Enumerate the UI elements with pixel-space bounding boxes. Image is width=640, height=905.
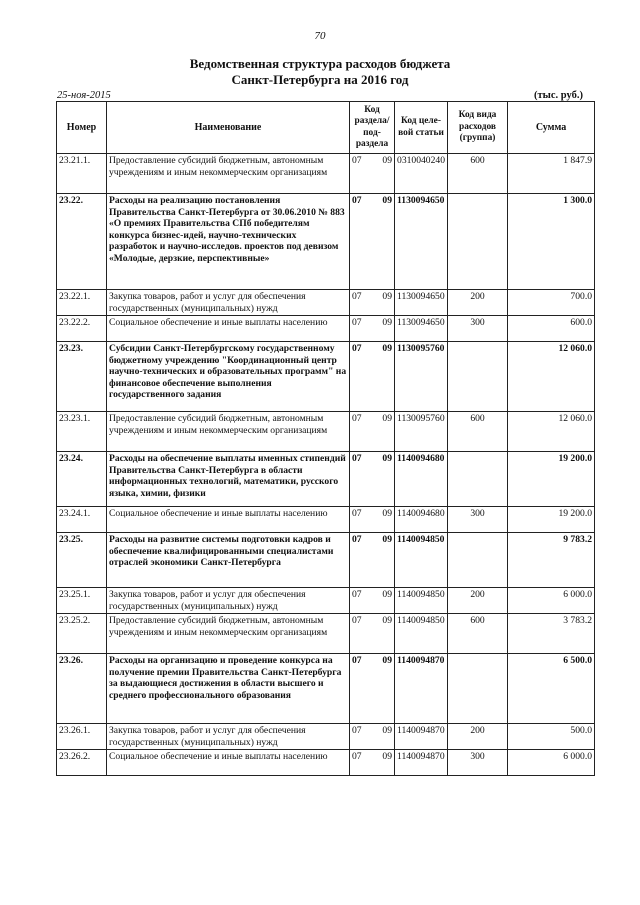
row-expense-type: 300 <box>448 507 508 533</box>
row-sum: 12 060.0 <box>508 342 595 412</box>
row-expense-type: 300 <box>448 750 508 776</box>
row-expense-type: 300 <box>448 316 508 342</box>
row-subsection: 09 <box>372 507 395 533</box>
row-target: 1140094850 <box>395 588 448 614</box>
row-target: 1140094870 <box>395 750 448 776</box>
row-name: Субсидии Санкт-Петербургскому государственному бюджетному учреждению "Координационный центр научно-технических и образовательных программ" на финансовое обеспечение выполнения государственного задания <box>107 342 350 412</box>
row-sum: 6 000.0 <box>508 750 595 776</box>
row-sum: 1 847.9 <box>508 154 595 194</box>
header-number: Номер <box>57 102 107 154</box>
row-section: 07 <box>350 316 372 342</box>
row-subsection: 09 <box>372 452 395 507</box>
row-target: 1130094650 <box>395 194 448 290</box>
row-subsection: 09 <box>372 533 395 588</box>
row-name: Предоставление субсидий бюджетным, автономным учреждениям и иным некоммерческим организациям <box>107 614 350 654</box>
row-sum: 1 300.0 <box>508 194 595 290</box>
row-name: Социальное обеспечение и иные выплаты населению <box>107 316 350 342</box>
row-section: 07 <box>350 154 372 194</box>
row-number: 23.23.1. <box>57 412 107 452</box>
row-name: Предоставление субсидий бюджетным, автономным учреждениям и иным некоммерческим организациям <box>107 154 350 194</box>
table-row <box>57 614 595 654</box>
row-section: 07 <box>350 654 372 724</box>
row-target: 1140094850 <box>395 533 448 588</box>
row-section: 07 <box>350 533 372 588</box>
header-section: Код раздела/ под- раздела <box>350 102 395 154</box>
row-target: 1140094870 <box>395 654 448 724</box>
row-sum: 3 783.2 <box>508 614 595 654</box>
row-number: 23.26.1. <box>57 724 107 750</box>
row-number: 23.22.2. <box>57 316 107 342</box>
header-type: Код вида расходов (группа) <box>448 102 508 154</box>
row-target: 1140094680 <box>395 507 448 533</box>
row-name: Закупка товаров, работ и услуг для обеспечения государственных (муниципальных) нужд <box>107 290 350 316</box>
row-number: 23.26. <box>57 654 107 724</box>
row-expense-type: 600 <box>448 154 508 194</box>
table-row <box>57 724 595 750</box>
row-subsection: 09 <box>372 654 395 724</box>
row-sum: 19 200.0 <box>508 452 595 507</box>
row-number: 23.25.2. <box>57 614 107 654</box>
row-subsection: 09 <box>372 750 395 776</box>
row-section: 07 <box>350 412 372 452</box>
header-target: Код целе- вой статьи <box>395 102 448 154</box>
row-expense-type: 600 <box>448 412 508 452</box>
table-header-row <box>57 102 595 154</box>
row-name: Социальное обеспечение и иные выплаты населению <box>107 507 350 533</box>
row-subsection: 09 <box>372 342 395 412</box>
table-row <box>57 533 595 588</box>
row-expense-type <box>448 654 508 724</box>
row-number: 23.26.2. <box>57 750 107 776</box>
row-sum: 700.0 <box>508 290 595 316</box>
header-name: Наименование <box>107 102 350 154</box>
row-sum: 500.0 <box>508 724 595 750</box>
row-number: 23.24. <box>57 452 107 507</box>
header-sum: Сумма <box>508 102 595 154</box>
budget-table <box>56 101 595 776</box>
table-row <box>57 412 595 452</box>
document-title <box>0 56 640 88</box>
row-target: 1130095760 <box>395 342 448 412</box>
row-section: 07 <box>350 614 372 654</box>
table-row <box>57 154 595 194</box>
row-number: 23.22.1. <box>57 290 107 316</box>
row-target: 1140094870 <box>395 724 448 750</box>
row-sum: 600.0 <box>508 316 595 342</box>
row-section: 07 <box>350 290 372 316</box>
table-row <box>57 750 595 776</box>
table-row <box>57 588 595 614</box>
row-section: 07 <box>350 750 372 776</box>
title-line-1: Ведомственная структура расходов бюджета <box>189 56 451 71</box>
row-expense-type <box>448 342 508 412</box>
row-subsection: 09 <box>372 290 395 316</box>
row-section: 07 <box>350 452 372 507</box>
row-expense-type <box>448 194 508 290</box>
row-sum: 6 000.0 <box>508 588 595 614</box>
currency-unit: (тыс. руб.) <box>534 90 583 101</box>
row-section: 07 <box>350 194 372 290</box>
row-number: 23.23. <box>57 342 107 412</box>
table-row <box>57 452 595 507</box>
row-subsection: 09 <box>372 588 395 614</box>
page-number: 70 <box>314 30 326 42</box>
row-subsection: 09 <box>372 412 395 452</box>
row-target: 1130095760 <box>395 412 448 452</box>
row-sum: 19 200.0 <box>508 507 595 533</box>
row-expense-type: 200 <box>448 724 508 750</box>
table-row <box>57 316 595 342</box>
title-line-2: Санкт-Петербурга на 2016 год <box>231 72 409 87</box>
row-section: 07 <box>350 588 372 614</box>
row-name: Расходы на обеспечение выплаты именных стипендий Правительства Санкт-Петербурга в области информационных технологий, математики, русского языка, химии, физики <box>107 452 350 507</box>
row-number: 23.25.1. <box>57 588 107 614</box>
table-row <box>57 342 595 412</box>
row-expense-type <box>448 533 508 588</box>
row-target: 1140094680 <box>395 452 448 507</box>
row-target: 0310040240 <box>395 154 448 194</box>
row-subsection: 09 <box>372 614 395 654</box>
row-name: Предоставление субсидий бюджетным, автономным учреждениям и иным некоммерческим организациям <box>107 412 350 452</box>
table-row <box>57 507 595 533</box>
row-section: 07 <box>350 507 372 533</box>
row-number: 23.24.1. <box>57 507 107 533</box>
row-name: Закупка товаров, работ и услуг для обеспечения государственных (муниципальных) нужд <box>107 588 350 614</box>
row-expense-type: 200 <box>448 588 508 614</box>
document-date: 25-ноя-2015 <box>57 90 111 101</box>
row-name: Социальное обеспечение и иные выплаты населению <box>107 750 350 776</box>
row-section: 07 <box>350 342 372 412</box>
row-target: 1130094650 <box>395 290 448 316</box>
row-subsection: 09 <box>372 154 395 194</box>
row-number: 23.22. <box>57 194 107 290</box>
row-name: Расходы на реализацию постановления Правительства Санкт-Петербурга от 30.06.2010 № 883 «О премиях Правительства СПб победителям конкурса бизнес-идей, научно-технических разработок и научно-исследов. проектов под девизом «Молодые, дерзкие, перспективные» <box>107 194 350 290</box>
row-number: 23.21.1. <box>57 154 107 194</box>
row-target: 1130094650 <box>395 316 448 342</box>
row-number: 23.25. <box>57 533 107 588</box>
row-subsection: 09 <box>372 316 395 342</box>
row-expense-type <box>448 452 508 507</box>
row-section: 07 <box>350 724 372 750</box>
row-sum: 9 783.2 <box>508 533 595 588</box>
row-name: Расходы на развитие системы подготовки кадров и обеспечение квалифицированными специалистами отраслей экономики Санкт-Петербурга <box>107 533 350 588</box>
row-name: Закупка товаров, работ и услуг для обеспечения государственных (муниципальных) нужд <box>107 724 350 750</box>
row-sum: 12 060.0 <box>508 412 595 452</box>
row-name: Расходы на организацию и проведение конкурса на получение премии Правительства Санкт-Петербурга за выдающиеся достижения в области высшего и среднего профессионального образования <box>107 654 350 724</box>
row-expense-type: 600 <box>448 614 508 654</box>
row-subsection: 09 <box>372 194 395 290</box>
row-target: 1140094850 <box>395 614 448 654</box>
row-expense-type: 200 <box>448 290 508 316</box>
table-row <box>57 654 595 724</box>
table-body <box>57 154 595 776</box>
row-subsection: 09 <box>372 724 395 750</box>
table-row <box>57 194 595 290</box>
table-row <box>57 290 595 316</box>
row-sum: 6 500.0 <box>508 654 595 724</box>
